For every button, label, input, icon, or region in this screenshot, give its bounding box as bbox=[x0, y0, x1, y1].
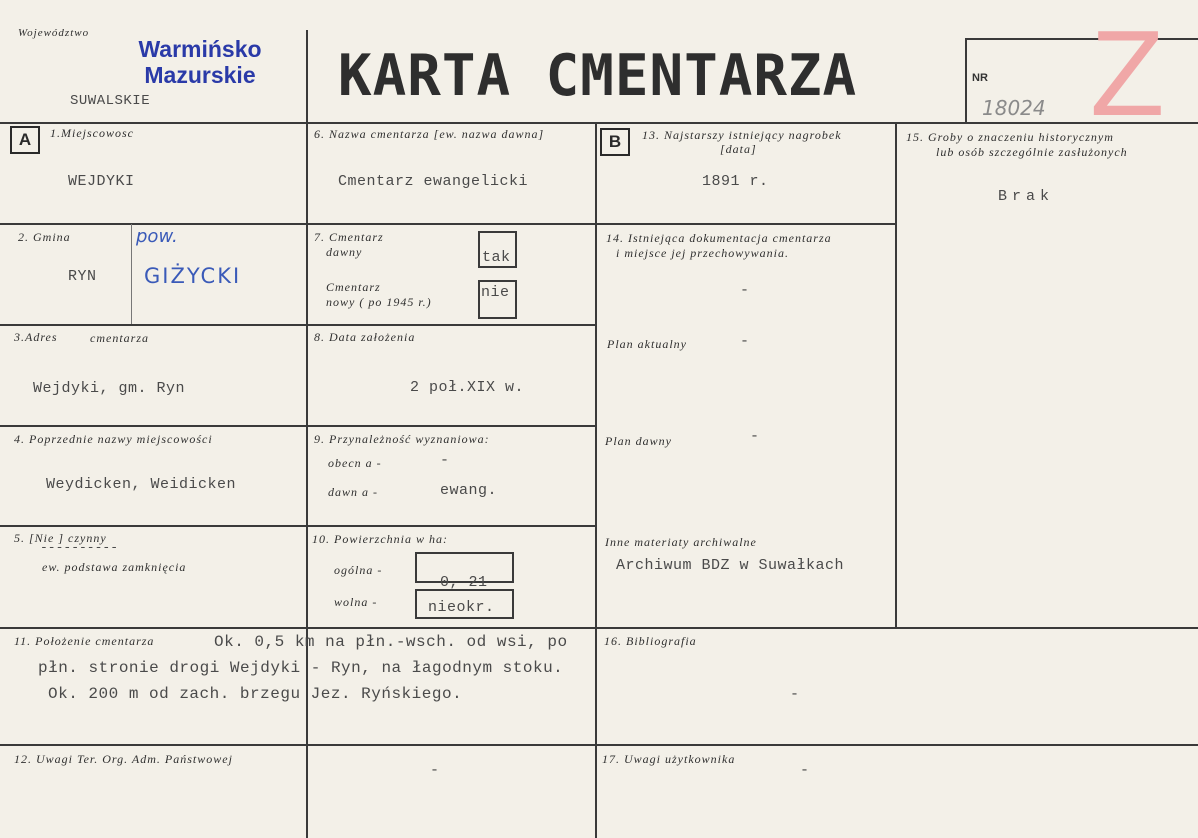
f1-value: WEJDYKI bbox=[68, 173, 135, 190]
f2-value: RYN bbox=[68, 268, 97, 285]
f10-label: 10. Powierzchnia w ha: bbox=[312, 532, 448, 546]
voivodeship-stamp bbox=[110, 36, 290, 88]
f13-label1: 13. Najstarszy istniejący nagrobek bbox=[642, 128, 842, 142]
f13-label2: [data] bbox=[720, 142, 757, 156]
f14-value: - bbox=[740, 282, 750, 299]
inne-materialy-label: Inne materiaty archiwalne bbox=[605, 535, 757, 549]
f17-value: - bbox=[800, 762, 810, 779]
divider-row2 bbox=[0, 324, 597, 326]
f4-value: Weydicken, Weidicken bbox=[46, 476, 237, 493]
plan-aktualny-value: - bbox=[740, 333, 750, 350]
stamp-line1: Warmińsko bbox=[138, 36, 262, 62]
f7-nowy-label2: nowy ( po 1945 r.) bbox=[326, 295, 432, 309]
f10-wolna-label: wolna - bbox=[334, 595, 378, 609]
nr-value: 18024 bbox=[982, 96, 1046, 120]
f15-label2: lub osób szczególnie zasłużonych bbox=[936, 145, 1128, 159]
divider-header bbox=[0, 122, 1198, 124]
f5-dashes: ---------- bbox=[40, 540, 119, 555]
divider-col1 bbox=[306, 30, 308, 838]
f15-label1: 15. Groby o znaczeniu historycznym bbox=[906, 130, 1114, 144]
section-b-marker: B bbox=[600, 128, 630, 156]
f3-label1: 3.Adres bbox=[14, 330, 58, 344]
divider-col3 bbox=[895, 122, 897, 628]
f11-line2: płn. stronie drogi Wejdyki - Ryn, na łagodnym stoku. bbox=[38, 659, 564, 677]
f4-label: 4. Poprzednie nazwy miejscowości bbox=[14, 432, 213, 446]
f7-dawny-label1: 7. Cmentarz bbox=[314, 230, 384, 244]
f2-label: 2. Gmina bbox=[18, 230, 71, 244]
f9-obecna-value: - bbox=[440, 452, 450, 469]
divider-row5 bbox=[0, 627, 1198, 629]
inne-materialy-value: Archiwum BDZ w Suwałkach bbox=[616, 557, 845, 574]
f9-obecna-label: obecn a - bbox=[328, 456, 382, 470]
f13-value: 1891 r. bbox=[702, 173, 769, 190]
plan-dawny-value: - bbox=[750, 428, 760, 445]
page-title: KARTA CMENTARZA bbox=[338, 43, 858, 109]
f9-label: 9. Przynależność wyznaniowa: bbox=[314, 432, 490, 446]
f10-ogolna-value: 0, 21 bbox=[440, 574, 488, 591]
f7-nowy-value: nie bbox=[481, 284, 510, 301]
section-a-marker: A bbox=[10, 126, 40, 154]
divider-row6 bbox=[0, 744, 1198, 746]
wojewodztwo-label: Województwo bbox=[18, 27, 90, 39]
f3-label2: cmentarza bbox=[90, 331, 149, 345]
f14-label1: 14. Istniejąca dokumentacja cmentarza bbox=[606, 231, 832, 245]
f5-sub: ew. podstawa zamknięcia bbox=[42, 560, 187, 574]
f2-pow-label: pow. bbox=[136, 226, 178, 247]
f15-value: Brak bbox=[998, 188, 1055, 205]
f3-value: Wejdyki, gm. Ryn bbox=[33, 380, 186, 397]
f16-value: - bbox=[790, 686, 800, 703]
nr-label: NR bbox=[972, 72, 988, 84]
f14-label2: i miejsce jej przechowywania. bbox=[616, 246, 789, 260]
divider-col2 bbox=[595, 122, 597, 838]
f11-line1: Ok. 0,5 km na płn.-wsch. od wsi, po bbox=[214, 633, 568, 651]
f7-dawny-value: tak bbox=[482, 249, 511, 266]
f8-label: 8. Data założenia bbox=[314, 330, 416, 344]
f17-label: 17. Uwagi użytkownika bbox=[602, 752, 736, 766]
f12-label: 12. Uwagi Ter. Org. Adm. Państwowej bbox=[14, 752, 233, 766]
divider-gmina bbox=[131, 224, 132, 324]
f6-value: Cmentarz ewangelicki bbox=[338, 173, 529, 190]
f9-dawna-label: dawn a - bbox=[328, 485, 378, 499]
corner-mark: Z bbox=[1090, 5, 1165, 141]
f6-label: 6. Nazwa cmentarza [ew. nazwa dawna] bbox=[314, 127, 545, 141]
f7-dawny-label2: dawny bbox=[326, 245, 363, 259]
f2-pow-value: GIŻYCKI bbox=[144, 264, 242, 288]
divider-row3 bbox=[0, 425, 597, 427]
plan-aktualny-label: Plan aktualny bbox=[607, 337, 687, 351]
f8-value: 2 poł.XIX w. bbox=[410, 379, 525, 396]
f1-label: 1.Miejscowosc bbox=[50, 126, 134, 140]
divider-row1 bbox=[0, 223, 897, 225]
f16-label: 16. Bibliografia bbox=[604, 634, 697, 648]
plan-dawny-label: Plan dawny bbox=[605, 434, 672, 448]
f11-line3: Ok. 200 m od zach. brzegu Jez. Ryńskiego. bbox=[48, 685, 463, 703]
f5-label: 5. [Nie ] czynny bbox=[14, 531, 107, 545]
f10-wolna-value: nieokr. bbox=[428, 599, 495, 616]
nr-box-left bbox=[965, 38, 967, 123]
f9-dawna-value: ewang. bbox=[440, 482, 498, 499]
divider-row4 bbox=[0, 525, 597, 527]
old-voivodeship: SUWALSKIE bbox=[70, 93, 151, 109]
f11-label: 11. Położenie cmentarza bbox=[14, 634, 155, 648]
f12-value: - bbox=[430, 762, 440, 779]
f10-ogolna-label: ogólna - bbox=[334, 563, 383, 577]
stamp-line2: Mazurskie bbox=[144, 62, 256, 88]
f7-nowy-label1: Cmentarz bbox=[326, 280, 381, 294]
